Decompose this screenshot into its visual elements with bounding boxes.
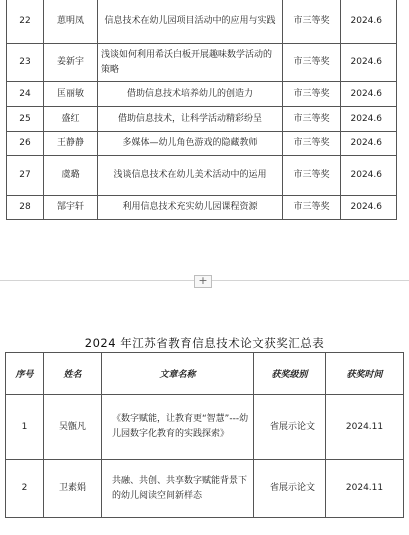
table-row [6,395,404,460]
table-row [6,460,404,518]
section-title: 2024 年江苏省教育信息技术论文获奖汇总表 [84,336,325,350]
row-number: 27 [7,156,44,196]
award-time: 2024.6 [341,196,397,220]
author-name: 王静静 [44,132,98,156]
award-time: 2024.6 [341,0,397,44]
article-title: 浅谈如何利用希沃白板开展趣味数学活动的策略 [98,44,283,82]
award-level: 市三等奖 [283,156,341,196]
header-level: 获奖级别 [254,353,326,395]
author-name: 郜宇轩 [44,196,98,220]
article-title: 信息技术在幼儿园项目活动中的应用与实践 [98,0,283,44]
table-row [7,196,397,220]
award-level: 省展示论文 [254,460,326,518]
table-row [7,0,397,44]
award-time: 2024.6 [341,132,397,156]
province-awards-table [5,352,404,518]
award-level: 市三等奖 [283,107,341,132]
author-name: 葸明凤 [44,0,98,44]
author-name: 匡丽敏 [44,82,98,107]
awards-table-continued [6,0,397,220]
author-name: 姜新宇 [44,44,98,82]
row-number: 1 [6,395,44,460]
row-number: 25 [7,107,44,132]
table-row [7,132,397,156]
article-title: 借助信息技术培养幼儿的创造力 [98,82,283,107]
award-time: 2024.6 [341,107,397,132]
header-name: 姓名 [44,353,102,395]
award-time: 2024.11 [326,460,404,518]
article-title: 共融、共创、共享数字赋能背景下的幼儿阅读空间新样态 [102,460,254,518]
row-number: 22 [7,0,44,44]
article-title: 《数字赋能，让教育更“智慧”---幼儿园数字化教育的实践探索》 [102,395,254,460]
table-row [7,44,397,82]
table-row [7,82,397,107]
header-no: 序号 [6,353,44,395]
article-title: 浅谈信息技术在幼儿美术活动中的运用 [98,156,283,196]
add-row-button[interactable]: + [194,275,212,288]
header-title: 文章名称 [102,353,254,395]
award-level: 省展示论文 [254,395,326,460]
row-number: 23 [7,44,44,82]
award-time: 2024.11 [326,395,404,460]
row-number: 24 [7,82,44,107]
table-row [7,156,397,196]
award-level: 市三等奖 [283,132,341,156]
header-time: 获奖时间 [326,353,404,395]
award-level: 市三等奖 [283,196,341,220]
table-header-row [6,353,404,395]
award-time: 2024.6 [341,82,397,107]
award-time: 2024.6 [341,44,397,82]
author-name: 吴甑凡 [44,395,102,460]
award-time: 2024.6 [341,156,397,196]
award-level: 市三等奖 [283,44,341,82]
row-number: 28 [7,196,44,220]
row-number: 26 [7,132,44,156]
author-name: 卫素娟 [44,460,102,518]
award-level: 市三等奖 [283,0,341,44]
author-name: 虞璐 [44,156,98,196]
article-title: 借助信息技术，让科学活动精彩纷呈 [98,107,283,132]
article-title: 多媒体—幼儿角色游戏的隐藏教师 [98,132,283,156]
award-level: 市三等奖 [283,82,341,107]
article-title: 利用信息技术充实幼儿园课程资源 [98,196,283,220]
row-number: 2 [6,460,44,518]
table-row [7,107,397,132]
author-name: 盛红 [44,107,98,132]
